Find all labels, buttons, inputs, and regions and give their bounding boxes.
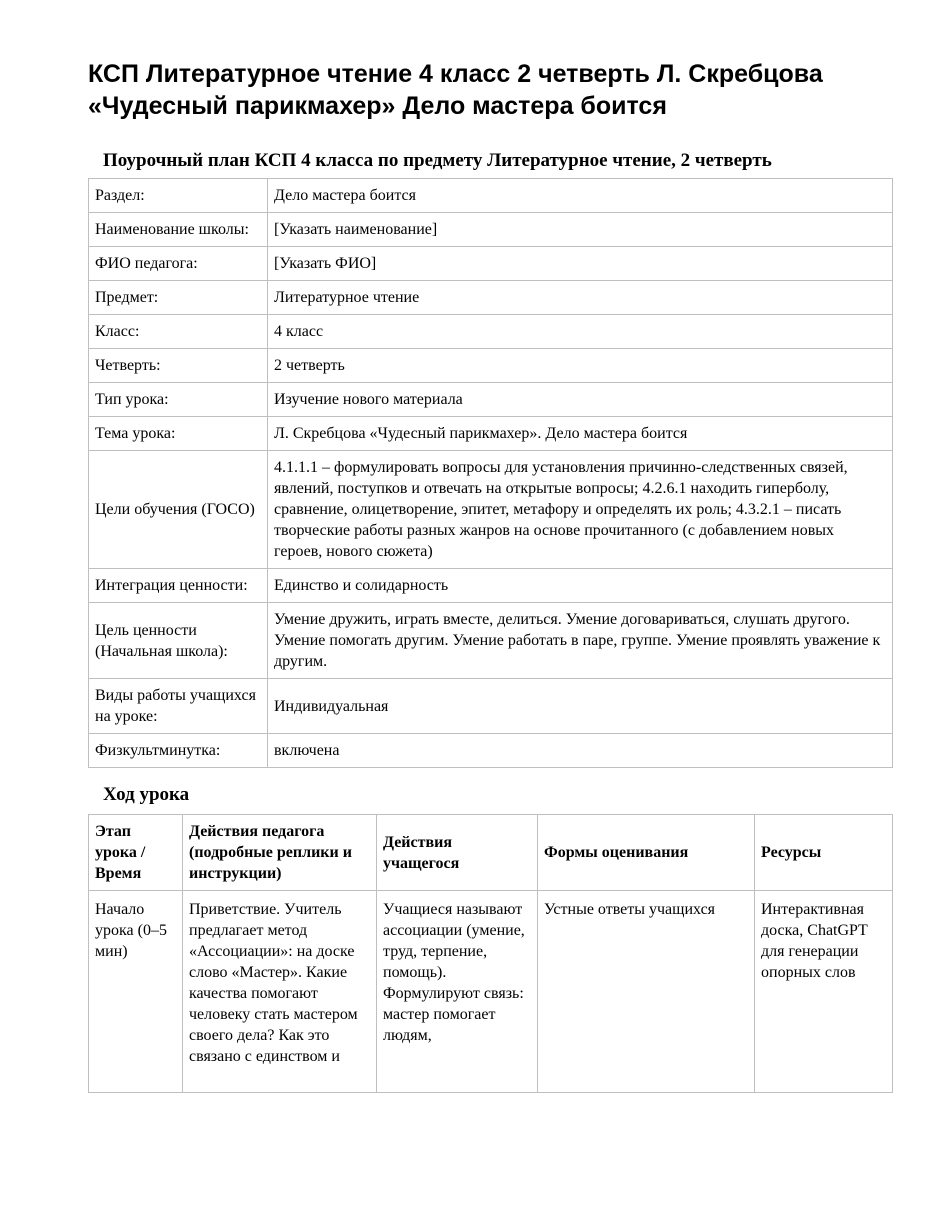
table-row — [89, 569, 893, 603]
column-header-teacher-actions: Действия педагога (подробные реплики и инструкции) — [183, 815, 377, 891]
table-row — [89, 281, 893, 315]
info-value-cell: Умение дружить, играть вместе, делиться. Умение договариваться, слушать другого. Умение помогать другим. Умение работать в паре, группе. Умение проявлять уважение к другим. — [268, 603, 893, 679]
document-page — [88, 58, 893, 1093]
info-label-cell: Цель ценности (Начальная школа): — [89, 603, 268, 679]
column-header-assessment: Формы оценивания — [538, 815, 755, 891]
table-row — [89, 451, 893, 569]
info-label-cell: Тип урока: — [89, 383, 268, 417]
column-header-student-actions: Действия учащегося — [377, 815, 538, 891]
info-value-cell: 4 класс — [268, 315, 893, 349]
teacher-actions-cell: Приветствие. Учитель предлагает метод «Ассоциации»: на доске слово «Мастер». Какие качества помогают человеку стать мастером своего дела? Как это связано с единством и — [183, 891, 377, 1093]
table-row — [89, 734, 893, 768]
info-label-cell: Четверть: — [89, 349, 268, 383]
info-label-cell: Предмет: — [89, 281, 268, 315]
table-row — [89, 603, 893, 679]
info-label-cell: Наименование школы: — [89, 213, 268, 247]
table-row — [89, 315, 893, 349]
table-row — [89, 349, 893, 383]
info-value-cell: Дело мастера боится — [268, 179, 893, 213]
info-label-cell: Интеграция ценности: — [89, 569, 268, 603]
table-row — [89, 679, 893, 734]
info-label-cell: Физкультминутка: — [89, 734, 268, 768]
lesson-table-header-row — [89, 815, 893, 891]
info-label-cell: Раздел: — [89, 179, 268, 213]
table-row — [89, 247, 893, 281]
table-row — [89, 891, 893, 1093]
lesson-progress-heading: Ход урока — [103, 784, 190, 805]
table-row — [89, 383, 893, 417]
info-value-cell: Литературное чтение — [268, 281, 893, 315]
info-label-cell: ФИО педагога: — [89, 247, 268, 281]
info-value-cell: [Указать наименование] — [268, 213, 893, 247]
info-value-cell: 2 четверть — [268, 349, 893, 383]
info-label-cell: Класс: — [89, 315, 268, 349]
info-value-cell: Индивидуальная — [268, 679, 893, 734]
assessment-cell: Устные ответы учащихся — [538, 891, 755, 1093]
table-row — [89, 213, 893, 247]
info-value-cell: включена — [268, 734, 893, 768]
lesson-progress-table — [88, 814, 893, 1093]
table-row — [89, 417, 893, 451]
info-label-cell: Цели обучения (ГОСО) — [89, 451, 268, 569]
info-label-cell: Тема урока: — [89, 417, 268, 451]
plan-heading: Поурочный план КСП 4 класса по предмету Литературное чтение, 2 четверть — [103, 150, 772, 171]
document-title: КСП Литературное чтение 4 класс 2 четверть Л. Скребцова «Чудесный парикмахер» Дело мастера боится — [88, 60, 823, 120]
info-label-cell: Виды работы учащихся на уроке: — [89, 679, 268, 734]
stage-cell: Начало урока (0–5 мин) — [89, 891, 183, 1093]
student-actions-cell: Учащиеся называют ассоциации (умение, труд, терпение, помощь). Формулируют связь: мастер помогает людям, — [377, 891, 538, 1093]
info-value-cell: Единство и солидарность — [268, 569, 893, 603]
info-value-cell: Л. Скребцова «Чудесный парикмахер». Дело мастера боится — [268, 417, 893, 451]
table-row — [89, 179, 893, 213]
lesson-info-table — [88, 178, 893, 768]
column-header-resources: Ресурсы — [755, 815, 893, 891]
info-value-cell: [Указать ФИО] — [268, 247, 893, 281]
info-value-cell: Изучение нового материала — [268, 383, 893, 417]
resources-cell: Интерактивная доска, ChatGPT для генерации опорных слов — [755, 891, 893, 1093]
column-header-stage: Этап урока / Время — [89, 815, 183, 891]
info-value-cell: 4.1.1.1 – формулировать вопросы для установления причинно-следственных связей, явлений, поступков и отвечать на открытые вопросы; 4.2.6.1 находить гиперболу, сравнение, олицетворение, эпитет, метафору и определять их роль; 4.3.2.1 – писать творческие работы разных жанров на основе прочитанного (с добавлением новых героев, нового сюжета) — [268, 451, 893, 569]
